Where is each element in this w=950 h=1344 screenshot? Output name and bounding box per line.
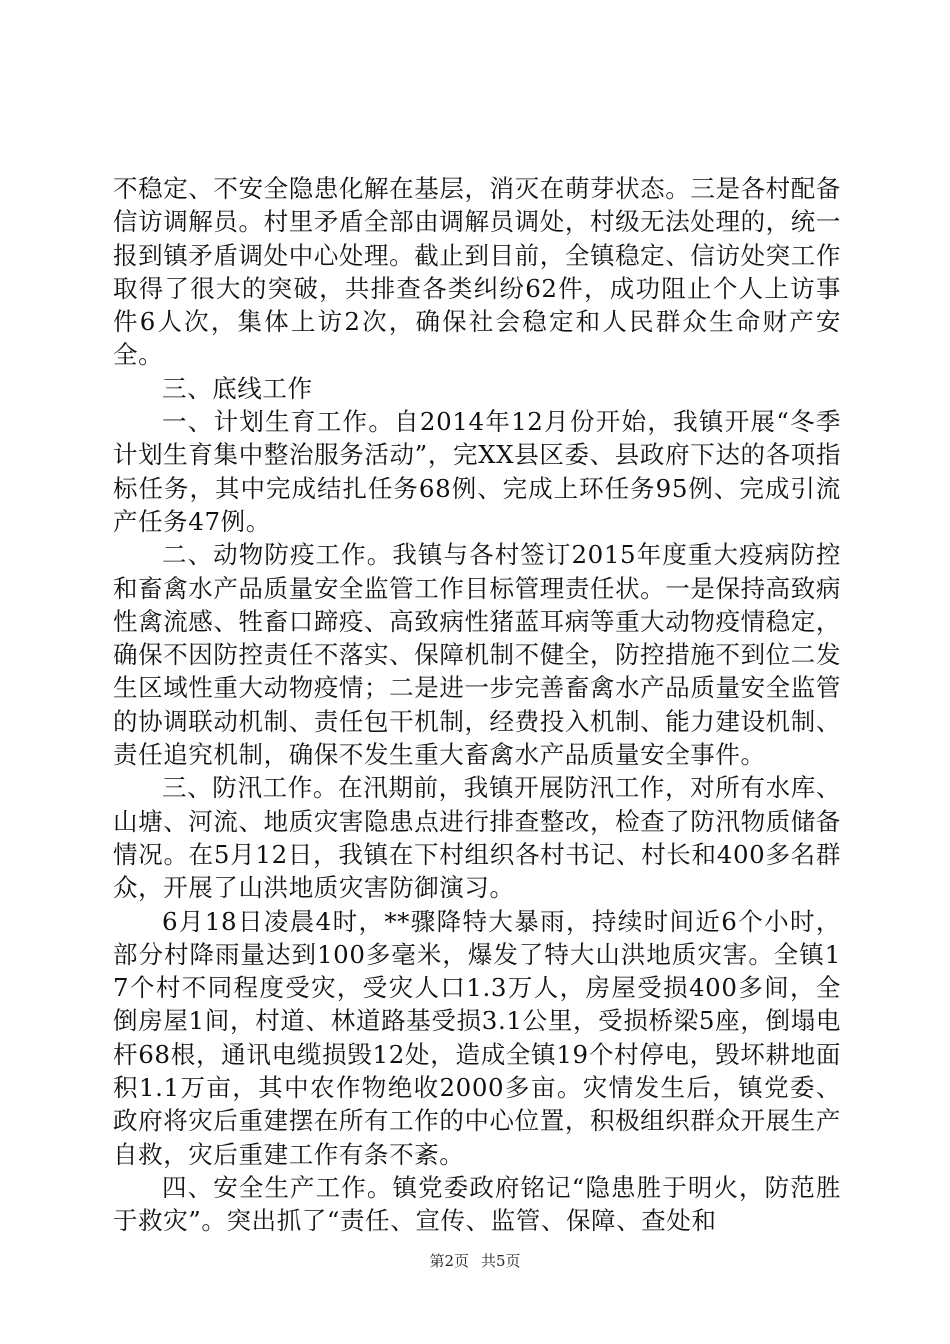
page-footer [0,1250,950,1271]
paragraph-flood-control: 三、防汛工作。在汛期前，我镇开展防汛工作，对所有水库、山塘、河流、地质灾害隐患点进行排查整改，检查了防汛物质储备情况。在5月12日，我镇在下村组织各村书记、村长和400多名群众，开展了山洪地质灾害防御演习。 [113,773,841,903]
paragraph-family-planning: 一、计划生育工作。自2014年12月份开始，我镇开展“冬季计划生育集中整治服务活动”，完XX县区委、县政府下达的各项指标任务，其中完成结扎任务68例、完成上环任务95例、完成引流产任务47例。 [113,407,841,536]
document-body [113,172,841,1238]
paragraph-storm-disaster: 6月18日凌晨4时，**骤降特大暴雨，持续时间近6个小时，部分村降雨量达到100多毫米，爆发了特大山洪地质灾害。全镇17个村不同程度受灾，受灾人口1.3万人，房屋受损400多间，全倒房屋1间，村道、林道路基受损3.1公里，受损桥梁5座，倒塌电杆68根，通讯电缆损毁12处，造成全镇19个村停电，毁坏耕地面积1.1万亩，其中农作物绝收2000多亩。灾情发生后，镇党委、政府将灾后重建摆在所有工作的中心位置，积极组织群众开展生产自救，灾后重建工作有条不紊。 [113,906,841,1169]
section-heading-baseline-work: 三、底线工作 [162,373,313,403]
paragraph-stability-continued: 不稳定、不安全隐患化解在基层，消灭在萌芽状态。三是各村配备信访调解员。村里矛盾全部由调解员调处，村级无法处理的，统一报到镇矛盾调处中心处理。截止到目前，全镇稳定、信访处突工作取得了很大的突破，共排查各类纠纷62件，成功阻止个人上访事件6人次，集体上访2次，确保社会稳定和人民群众生命财产安全。 [113,174,841,370]
paragraph-animal-epidemic-prevention: 二、动物防疫工作。我镇与各村签订2015年度重大疫病防控和畜禽水产品质量安全监管工作目标管理责任状。一是保持高致病性禽流感、牲畜口蹄疫、高致病性猪蓝耳病等重大动物疫情稳定，确保不因防控责任不落实、保障机制不健全，防控措施不到位二发生区域性重大动物疫情；二是进一步完善畜禽水产品质量安全监管的协调联动机制、责任包干机制，经费投入机制、能力建设机制、责任追究机制，确保不发生重大畜禽水产品质量安全事件。 [113,540,841,770]
page-number: 第2页 [429,1252,469,1270]
page-total: 共5页 [481,1252,521,1270]
paragraph-work-safety: 四、安全生产工作。镇党委政府铭记“隐患胜于明火，防范胜于救灾”。突出抓了“责任、宣传、监管、保障、查处和 [113,1172,841,1236]
